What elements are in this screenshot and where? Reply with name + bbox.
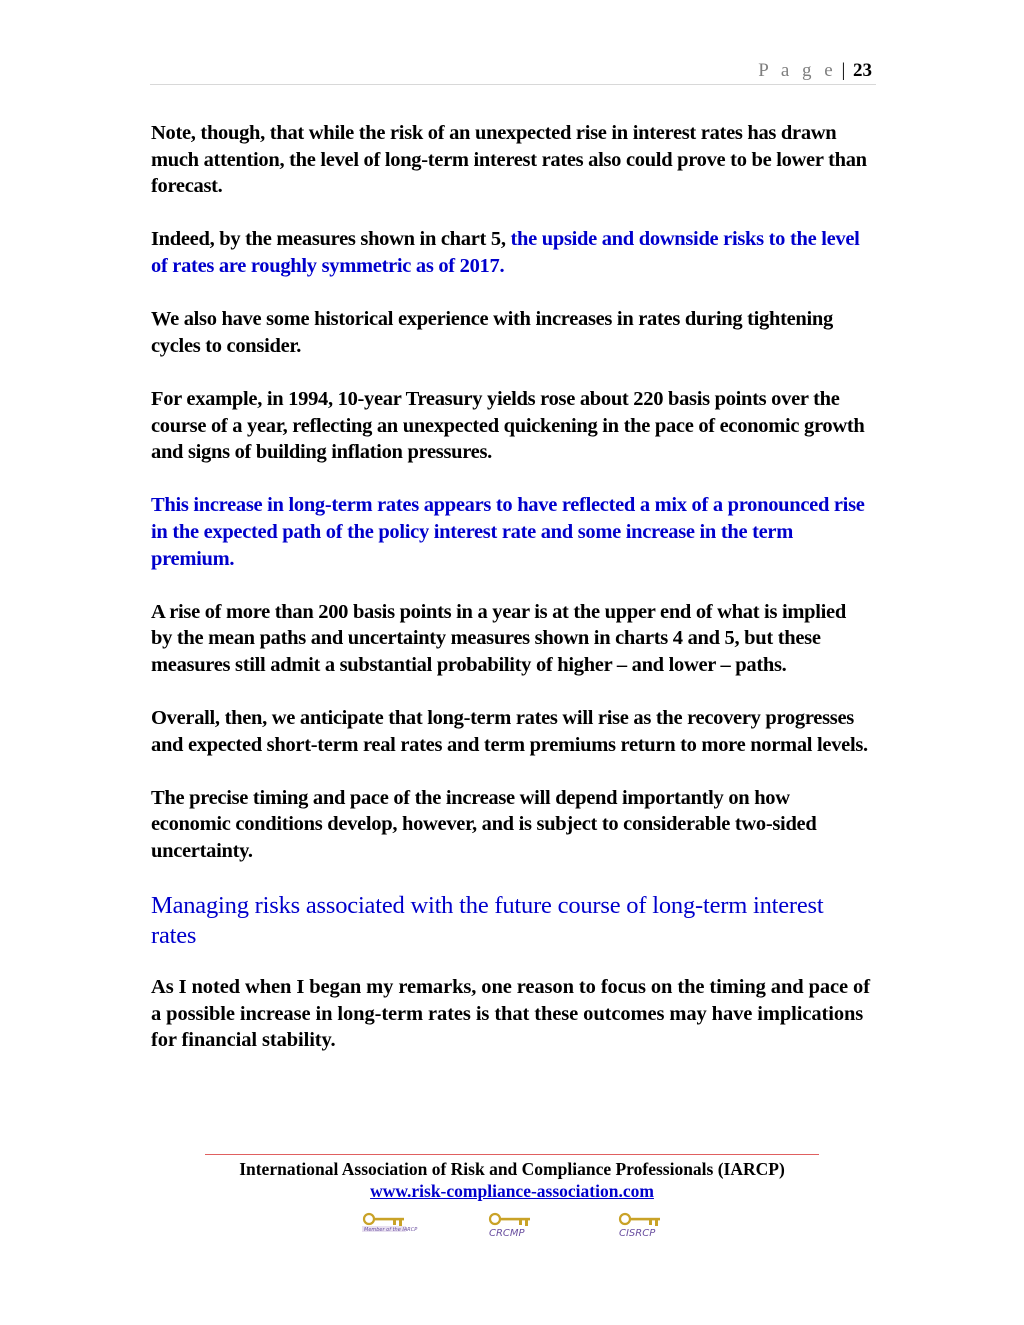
paragraph-text: The precise timing and pace of the increase will depend importantly on how economic conditions develop, however, and is subject to considerable two-sided uncertainty.	[151, 786, 817, 863]
section-heading: Managing risks associated with the future course of long-term interest rates	[151, 892, 824, 950]
closing-paragraph: As I noted when I began my remarks, one reason to focus on the timing and pace of a possible increase in long-term rates is that these outcomes may have implications for financial stability.	[151, 976, 870, 1052]
footer-organization: International Association of Risk and Compliance Professionals (IARCP)	[239, 1159, 785, 1179]
page-separator: |	[841, 60, 846, 81]
paragraph-text: We also have some historical experience with increases in rates during tightening cycles to consider.	[151, 308, 833, 357]
key-logo-member[interactable]	[360, 1212, 420, 1240]
paragraph-text: Overall, then, we anticipate that long-term rates will rise as the recovery progresses and expected short-term real rates and term premiums return to more normal levels.	[151, 707, 868, 756]
body-paragraph	[151, 705, 871, 758]
page-header	[150, 58, 876, 85]
logo-caption-member: Member of the IARCP	[364, 1227, 418, 1233]
footer	[205, 1154, 819, 1202]
body-paragraph	[151, 306, 871, 359]
body-paragraph	[151, 120, 871, 200]
paragraph-text: A rise of more than 200 basis points in a year is at the upper end of what is implied by the mean paths and uncertainty measures shown in charts 4 and 5, but these measures still admit a substantial probability of higher – and lower – paths.	[151, 600, 846, 676]
body-paragraph	[151, 599, 871, 679]
logo-caption-crcmp: CRCMP	[489, 1228, 525, 1239]
body-paragraph	[151, 492, 871, 572]
paragraph-text: Note, though, that while the risk of an unexpected rise in interest rates has drawn much attention, the level of long-term interest rates also could prove to be lower than forecast.	[151, 122, 867, 198]
document-body	[151, 120, 871, 1054]
paragraph-text: Indeed, by the measures shown in chart 5,	[151, 228, 511, 251]
page-word: P a g e	[758, 60, 837, 81]
body-paragraph	[151, 785, 871, 865]
footer-website-link[interactable]: www.risk-compliance-association.com	[370, 1181, 654, 1201]
body-paragraph	[151, 386, 871, 466]
paragraph-text: For example, in 1994, 10-year Treasury yields rose about 220 basis points over the course of a year, reflecting an unexpected quickening in the pace of economic growth and signs of building inflation pressures.	[151, 387, 865, 464]
key-logo-cisrcp[interactable]	[616, 1212, 676, 1240]
highlighted-text: This increase in long-term rates appears to have reflected a mix of a pronounced rise in the expected path of the policy interest rate and some increase in the term premium.	[151, 494, 865, 570]
highlighted-text: the upside and downside risks to the level of rates are roughly symmetric as of 2017.	[151, 228, 860, 277]
page-number	[758, 60, 872, 82]
key-logo-crcmp[interactable]	[486, 1212, 546, 1240]
logo-caption-cisrcp: CISRCP	[619, 1228, 656, 1239]
paragraph-list	[151, 120, 871, 865]
body-paragraph	[151, 226, 871, 279]
footer-logos	[0, 1212, 1024, 1242]
page-number-value: 23	[853, 60, 872, 81]
